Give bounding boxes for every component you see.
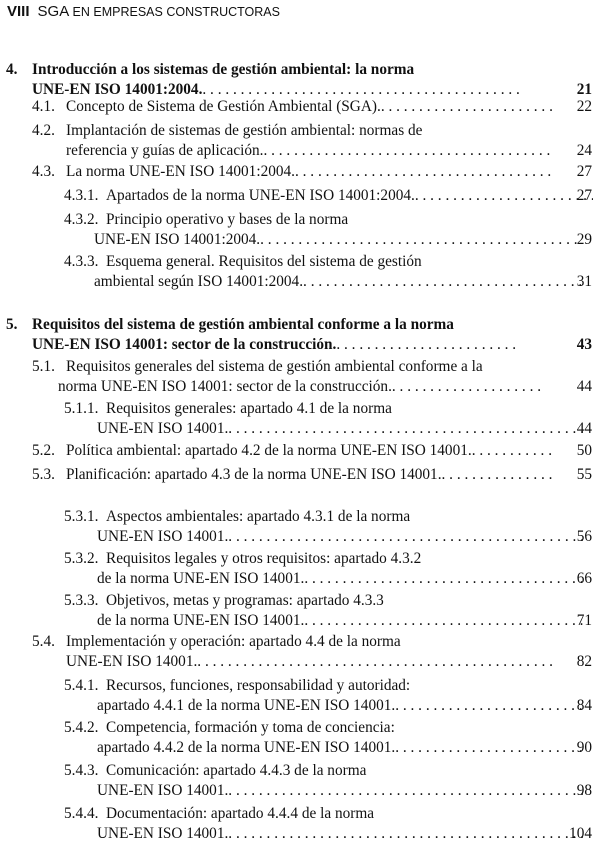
- entry-line: [0, 162, 553, 182]
- entry-number: 4.3.: [32, 163, 55, 180]
- dot-leader: [415, 186, 593, 206]
- dot-leader: [228, 419, 584, 439]
- entry-title: UNE-EN ISO 14001:2004.: [94, 230, 261, 248]
- entry-title: Requisitos legales y otros requisitos: apartado 4.3.2: [106, 550, 422, 567]
- entry-line: [0, 97, 553, 117]
- entry-title: UNE-EN ISO 14001.: [97, 527, 229, 545]
- entry-title: apartado 4.4.2 de la norma UNE-EN ISO 14001.: [97, 738, 396, 756]
- toc-entry[interactable]: [0, 632, 600, 671]
- entry-line: [0, 465, 553, 485]
- entry-line: [0, 441, 553, 461]
- entry-line: [0, 60, 600, 80]
- toc-entry[interactable]: [0, 186, 600, 206]
- entry-line: [0, 141, 553, 161]
- toc-entry[interactable]: [0, 507, 600, 546]
- entry-line: [0, 335, 519, 355]
- entry-title: Concepto de Sistema de Gestión Ambiental (SGA).: [66, 98, 381, 115]
- entry-title: UNE-EN ISO 14001.: [97, 419, 229, 437]
- page-ref: 22: [576, 98, 592, 115]
- toc-entry[interactable]: [0, 210, 600, 249]
- entry-title: Apartados de la norma UNE-EN ISO 14001:2004.: [106, 187, 415, 204]
- entry-number: 5.3.3.: [64, 592, 99, 609]
- toc-entry[interactable]: [0, 252, 600, 291]
- toc-entry[interactable]: [0, 315, 600, 354]
- entry-title: UNE-EN ISO 14001.: [66, 652, 198, 670]
- entry-title: Política ambiental: apartado 4.2 de la norma UNE-EN ISO 14001.: [66, 442, 472, 459]
- entry-number: 4.3.1.: [64, 187, 99, 204]
- dot-leader: [228, 781, 584, 801]
- entry-line: [0, 696, 584, 716]
- entry-number: 5.2.: [32, 442, 55, 459]
- entry-title: de la norma UNE-EN ISO 14001.: [97, 569, 305, 587]
- entry-line: [0, 569, 584, 589]
- dot-leader: [392, 377, 545, 397]
- entry-line: [0, 824, 584, 844]
- entry-number: 5.4.1.: [64, 677, 99, 694]
- toc-entry[interactable]: [0, 804, 600, 843]
- entry-line: [0, 611, 584, 631]
- entry-number: 5.3.2.: [64, 550, 99, 567]
- dot-leader: [295, 162, 553, 182]
- dot-leader: [304, 611, 584, 631]
- entry-line: [0, 186, 593, 206]
- dot-leader: [395, 738, 584, 758]
- page-ref: 24: [576, 141, 592, 159]
- entry-line: [0, 419, 584, 439]
- entry-title: Implantación de sistemas de gestión ambiental: normas de: [66, 122, 423, 139]
- entry-line: [0, 781, 584, 801]
- entry-title: Requisitos generales del sistema de gestión ambiental conforme a la: [66, 358, 483, 375]
- page-ref: 90: [576, 738, 592, 756]
- page-ref: 21: [576, 80, 592, 98]
- entry-line: [0, 738, 584, 758]
- entry-line: [0, 804, 600, 824]
- toc-entry[interactable]: [0, 60, 600, 99]
- dot-leader: [442, 465, 553, 485]
- entry-line: [0, 632, 600, 652]
- entry-line: [0, 549, 600, 569]
- entry-line: [0, 357, 600, 377]
- entry-number: 5.3.: [32, 466, 55, 483]
- entry-line: [0, 252, 600, 272]
- dot-leader: [197, 652, 553, 672]
- header-title-cap: SGA: [37, 3, 69, 20]
- dot-leader: [228, 824, 584, 844]
- toc-entry[interactable]: [0, 761, 600, 800]
- toc-entry[interactable]: [0, 676, 600, 715]
- page-ref: 66: [576, 569, 592, 587]
- page-ref: 44: [576, 377, 592, 395]
- page-ref: 31: [576, 272, 592, 290]
- entry-number: 5.4.2.: [64, 719, 99, 736]
- entry-number: 5.1.1.: [64, 400, 99, 417]
- entry-title: Recursos, funciones, responsabilidad y autoridad:: [106, 677, 411, 694]
- entry-line: [0, 507, 600, 527]
- toc-entry[interactable]: [0, 357, 600, 396]
- entry-number: 4.1.: [32, 98, 55, 115]
- entry-number: 4.3.3.: [64, 253, 99, 270]
- entry-line: [0, 315, 600, 335]
- entry-number: 4.: [6, 61, 18, 78]
- entry-title: Esquema general. Requisitos del sistema de gestión: [106, 253, 422, 270]
- entry-title: Requisitos generales: apartado 4.1 de la norma: [106, 400, 392, 417]
- dot-leader: [472, 441, 553, 461]
- page-ref: 43: [576, 335, 592, 353]
- entry-number: 5.3.1.: [64, 508, 99, 525]
- toc-entry[interactable]: [0, 121, 600, 160]
- entry-number: 5.4.4.: [64, 805, 99, 822]
- page-ref: 84: [576, 696, 592, 714]
- entry-title: referencia y guías de aplicación.: [66, 141, 264, 159]
- page-ref: 50: [576, 442, 592, 459]
- dot-leader: [395, 696, 584, 716]
- entry-title: La norma UNE-EN ISO 14001:2004.: [66, 163, 295, 180]
- entry-line: [0, 652, 553, 672]
- entry-line: [0, 676, 600, 696]
- toc-entry[interactable]: [0, 718, 600, 757]
- page-ref: 71: [576, 611, 592, 629]
- toc-entry[interactable]: [0, 97, 600, 117]
- entry-line: [0, 210, 600, 230]
- entry-title: Objetivos, metas y programas: apartado 4.3.3: [106, 592, 384, 609]
- entry-title: UNE-EN ISO 14001: sector de la construcción.: [32, 335, 337, 353]
- entry-title: Aspectos ambientales: apartado 4.3.1 de la norma: [106, 508, 411, 525]
- page-ref: 44: [576, 419, 592, 437]
- dot-leader: [336, 335, 519, 355]
- page-ref: 104: [569, 824, 592, 842]
- entry-line: [0, 230, 581, 250]
- dot-leader: [228, 527, 584, 547]
- entry-title: de la norma UNE-EN ISO 14001.: [97, 611, 305, 629]
- entry-title: Competencia, formación y toma de conciencia:: [106, 719, 395, 736]
- entry-title: ambiental según ISO 14001:2004.: [94, 272, 304, 290]
- dot-leader: [260, 230, 581, 250]
- toc-entry[interactable]: [0, 399, 600, 438]
- entry-number: 5.: [6, 316, 18, 333]
- entry-number: 5.4.: [32, 633, 55, 650]
- page-ref: 27: [576, 187, 592, 204]
- page-ref: 82: [576, 652, 592, 670]
- entry-title: Requisitos del sistema de gestión ambiental conforme a la norma: [32, 316, 454, 333]
- entry-title: UNE-EN ISO 14001:2004.: [32, 80, 203, 98]
- toc-entry[interactable]: [0, 441, 600, 461]
- entry-number: 4.2.: [32, 122, 55, 139]
- entry-line: [0, 718, 600, 738]
- dot-leader: [263, 141, 553, 161]
- entry-title: UNE-EN ISO 14001.: [97, 781, 229, 799]
- dot-leader: [304, 569, 584, 589]
- entry-line: [0, 272, 581, 292]
- entry-number: 4.3.2.: [64, 211, 99, 228]
- entry-title: Principio operativo y bases de la norma: [106, 211, 349, 228]
- toc-entry[interactable]: [0, 162, 600, 182]
- entry-line: [0, 377, 545, 397]
- page-ref: 29: [576, 230, 592, 248]
- page-ref: 55: [576, 466, 592, 483]
- toc-entry[interactable]: [0, 549, 600, 588]
- toc-entry[interactable]: [0, 465, 600, 485]
- page-ref: 98: [576, 781, 592, 799]
- entry-number: 5.4.3.: [64, 762, 99, 779]
- entry-title: norma UNE-EN ISO 14001: sector de la construcción.: [58, 377, 392, 395]
- entry-title: Implementación y operación: apartado 4.4 de la norma: [66, 633, 401, 650]
- entry-title: Introducción a los sistemas de gestión ambiental: la norma: [32, 61, 415, 78]
- header-title-rest: EN EMPRESAS CONSTRUCTORAS: [72, 5, 280, 19]
- entry-line: [0, 399, 600, 419]
- toc-entry[interactable]: [0, 591, 600, 630]
- entry-title: Planificación: apartado 4.3 de la norma UNE-EN ISO 14001.: [66, 466, 442, 483]
- page-ref: 56: [576, 527, 592, 545]
- entry-title: UNE-EN ISO 14001.: [97, 824, 229, 842]
- entry-line: [0, 761, 600, 781]
- dot-leader: [381, 97, 553, 117]
- page-ref: 27: [576, 163, 592, 180]
- entry-line: [0, 527, 584, 547]
- page-number: VIII: [7, 3, 30, 20]
- entry-title: Documentación: apartado 4.4.4 de la norma: [106, 805, 375, 822]
- entry-title: apartado 4.4.1 de la norma UNE-EN ISO 14001.: [97, 696, 396, 714]
- dot-leader: [303, 272, 581, 292]
- entry-title: Comunicación: apartado 4.4.3 de la norma: [106, 762, 367, 779]
- entry-number: 5.1.: [32, 358, 55, 375]
- running-header: [7, 3, 280, 20]
- entry-line: [0, 591, 600, 611]
- entry-line: [0, 121, 600, 141]
